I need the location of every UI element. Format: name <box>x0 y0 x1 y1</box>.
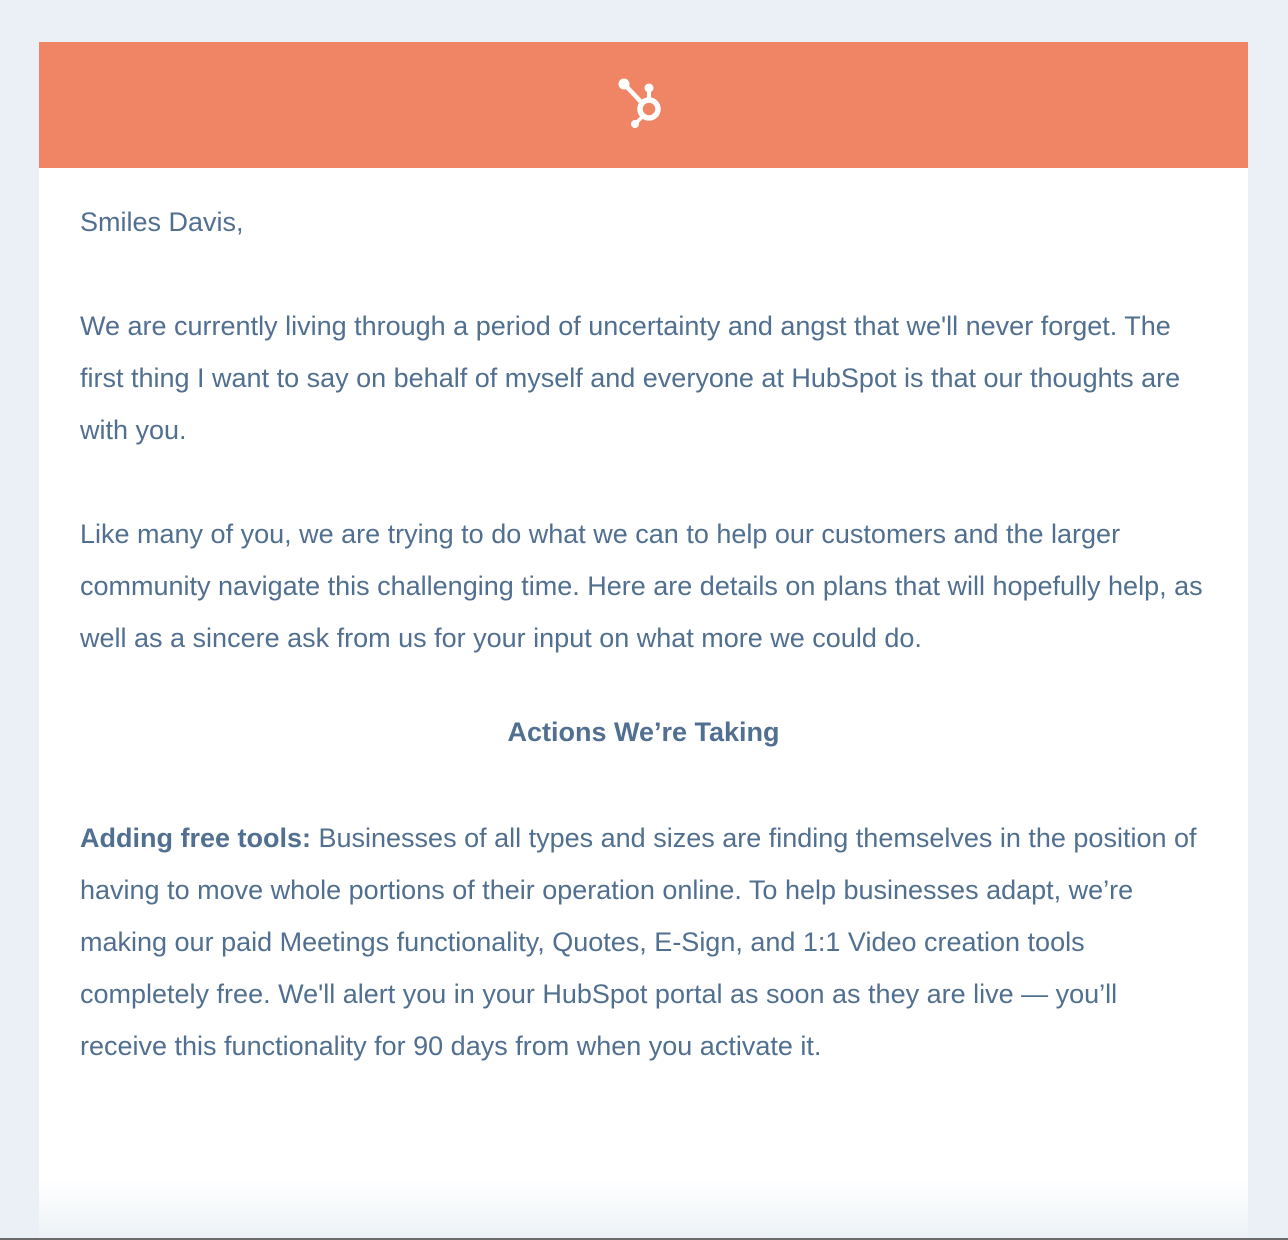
intro-paragraph: We are currently living through a period of uncertainty and angst that we'll never forget. The first thing I want to say on behalf of myself and everyone at HubSpot is that our thoughts are with you. <box>80 311 1181 445</box>
bottom-fade <box>39 1180 1248 1240</box>
email-card <box>39 42 1248 1240</box>
hubspot-sprocket-icon <box>614 75 676 137</box>
greeting: Smiles Davis, <box>80 207 244 237</box>
email-header <box>39 42 1248 168</box>
context-paragraph: Like many of you, we are trying to do what we can to help our customers and the larger community navigate this challenging time. Here are details on plans that will hopefully help, as well as a sincere ask from us for your input on what more we could do. <box>80 519 1203 653</box>
free-tools-text: Businesses of all types and sizes are finding themselves in the position of having to move whole portions of their operation online. To help businesses adapt, we’re making our paid Meetings functionality, Quotes, E-Sign, and 1:1 Video creation tools completely free. We'll alert you in your HubSpot portal as soon as they are live — you’ll receive this functionality for 90 days from when you activate it. <box>80 823 1197 1061</box>
free-tools-paragraph <box>80 812 1207 1072</box>
free-tools-label: Adding free tools: <box>80 823 311 853</box>
hubspot-logo <box>610 71 680 141</box>
section-heading: Actions We’re Taking <box>507 717 780 747</box>
email-body <box>39 168 1248 1072</box>
